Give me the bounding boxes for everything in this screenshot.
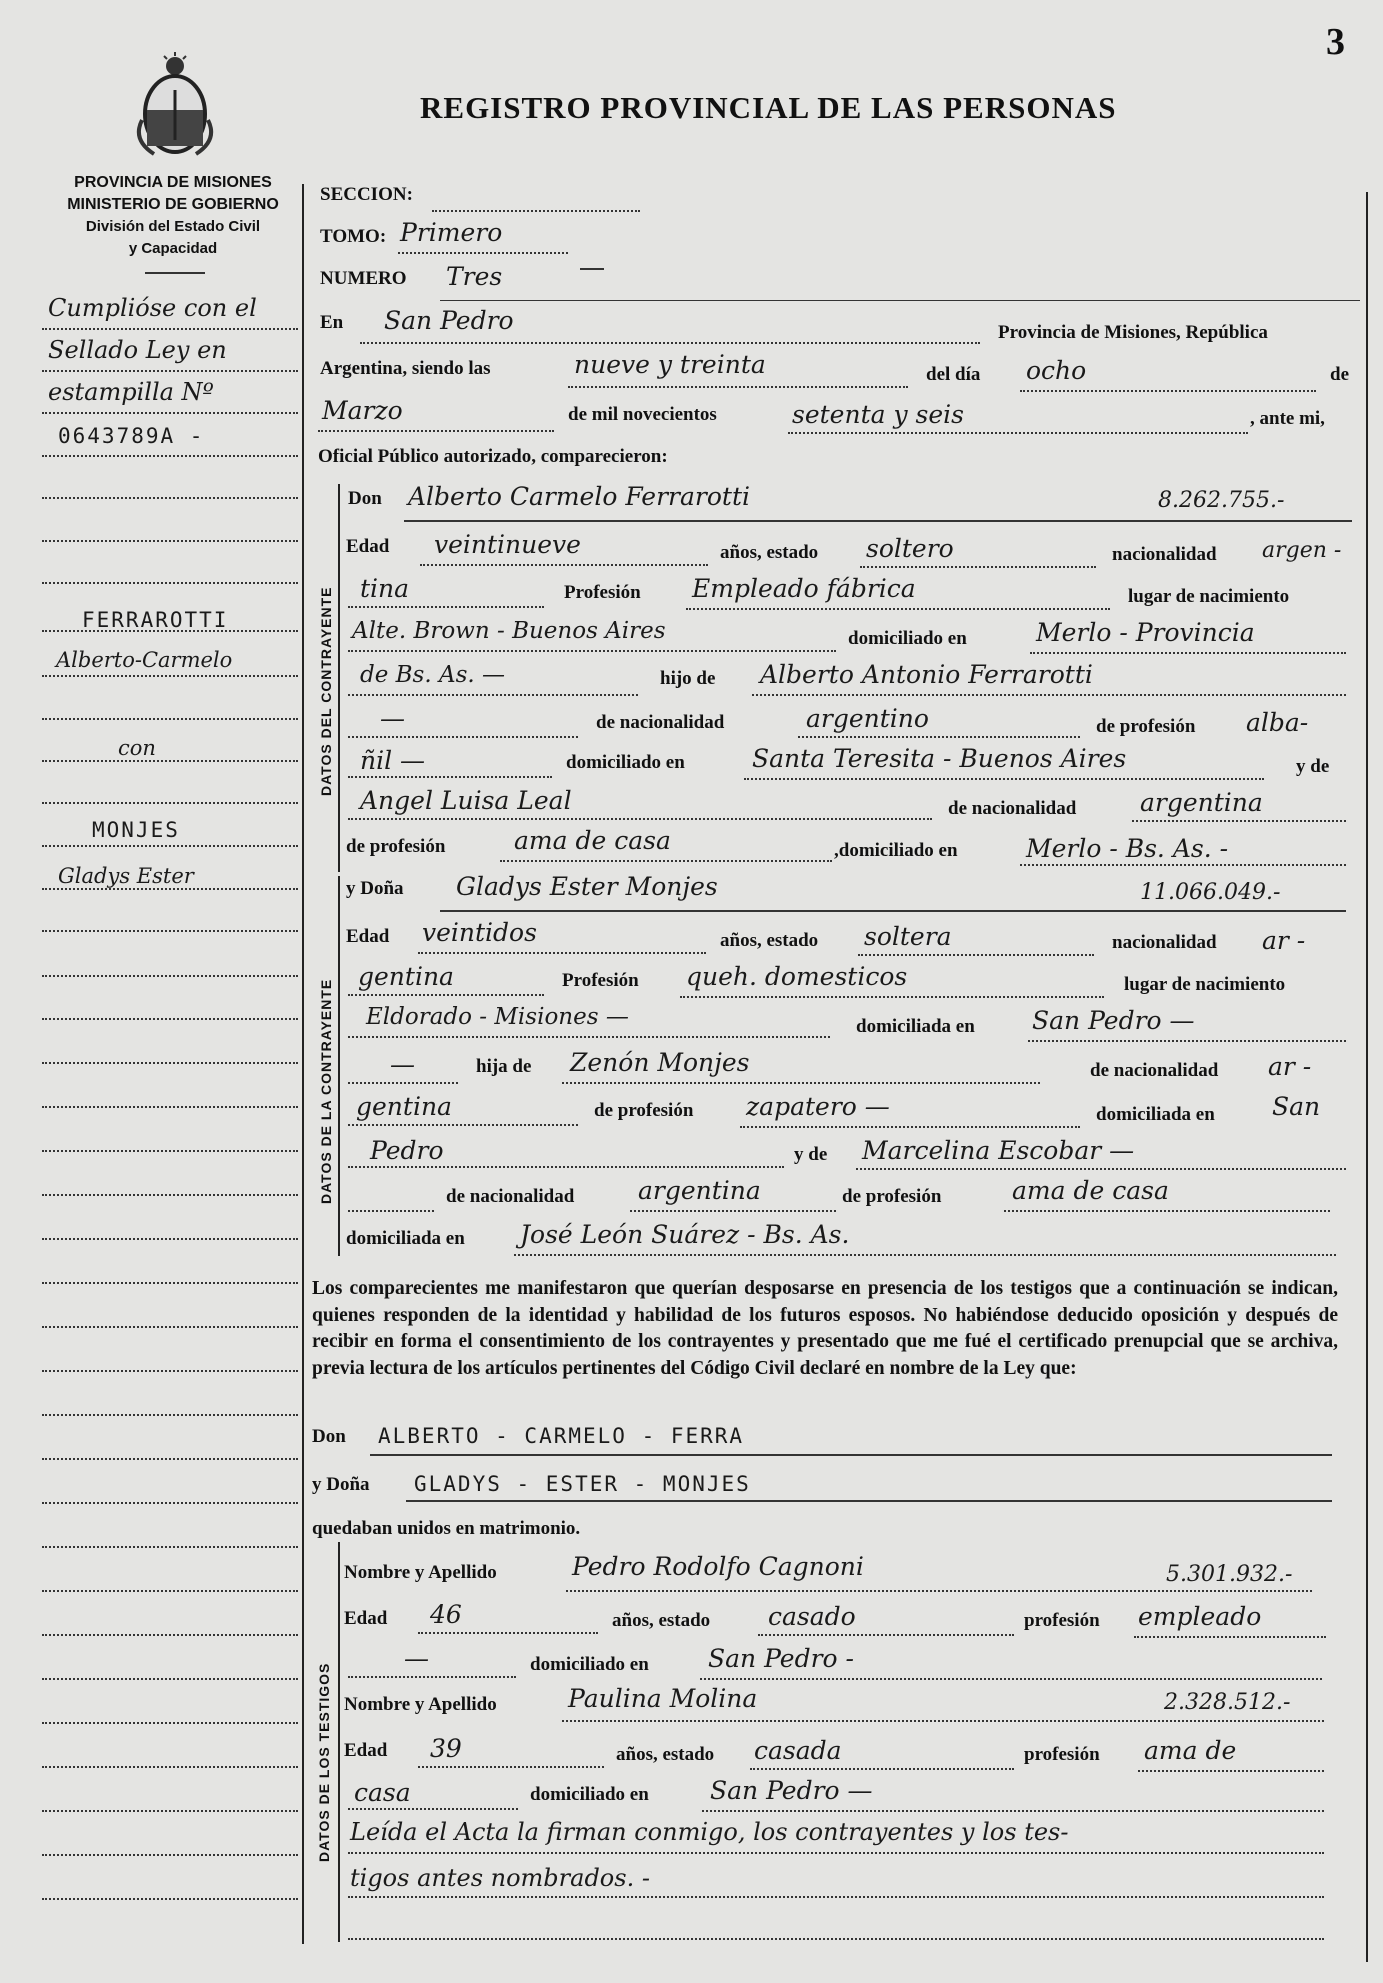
header-division: División del Estado Civil [85,218,261,235]
groom-nac-a: argen - [1262,538,1342,563]
groom-mother-dom-label: ,domiciliado en [834,840,958,861]
quedaban-text: quedaban unidos en matrimonio. [312,1518,581,1539]
numero-label: NUMERO [320,268,407,289]
bride-lugar-label: lugar de nacimiento [1124,974,1286,995]
groom-profesion: Empleado fábrica [692,574,916,603]
declaration-text: Los comparecientes me manifestaron que querían desposarse en presencia de los testigos que a continuación se indican, quienes responden de la identidad y habilidad de los futuros esposos. No habiéndose deducido oposición y después de recibir en forma el consentimiento de los contrayentes y presentado que me fué el certificado prenupcial que se archiva, previa lectura de los artículos pertinentes del Código Civil declaré en nombre de la Ley que: [312,1278,1338,1379]
mes-value: Marzo [322,396,403,425]
bride-father-dom-label: domiciliada en [1096,1104,1215,1125]
bride-mother-prof-label: de profesión [842,1186,942,1207]
bride-mother-dom-label: domiciliada en [346,1228,465,1249]
witness2-dom-label: domiciliado en [530,1784,649,1805]
closing-line3-rule [348,1938,1324,1940]
bride-name: Gladys Ester Monjes [456,872,718,901]
margin-note-line1: Cumplióse con el [48,294,257,322]
witness2-dom-line [702,1810,1324,1812]
hora-value: nueve y treinta [574,350,766,379]
witness1-dom-label: domiciliado en [530,1654,649,1675]
coat-of-arms-seal [134,50,216,162]
margin-names-groom: Alberto-Carmelo [56,648,233,672]
numero-value: Tres [446,262,503,291]
anio-value: setenta y seis [792,400,964,429]
groom-mother-prof: ama de casa [514,826,671,855]
groom-father-dom-line [744,778,1264,780]
groom-father-prof-b: ñil — [360,746,426,775]
tomo-line [398,252,568,254]
groom-y-de-label: y de [1296,756,1330,777]
groom-father-prof-a: alba- [1246,708,1309,737]
union-don: ALBERTO - CARMELO - FERRA [378,1424,745,1448]
groom-estado-line [860,566,1096,568]
groom-father-dash: — [380,704,405,733]
groom-mother-line [348,818,932,820]
groom-birthplace-line [348,650,836,652]
tomo-label: TOMO: [320,226,387,247]
groom-edad-line [420,564,708,566]
bride-father-nac-label: de nacionalidad [1090,1060,1219,1081]
groom-father-line [752,694,1346,696]
bride-edad-label: Edad [346,926,390,947]
groom-domicilio-a: Merlo - Provincia [1036,618,1255,647]
bride-profesion: queh. domesticos [686,962,908,991]
dia-line [1020,390,1316,392]
union-don-line [370,1454,1332,1456]
union-dona: GLADYS - ESTER - MONJES [414,1472,751,1496]
del-dia-label: del día [926,364,981,385]
bride-father-dom-b: Pedro [370,1136,444,1165]
margin-note-line3: estampilla Nº [48,378,214,406]
hora-line [568,386,908,388]
bride-edad-line [418,952,706,954]
margin-note-line4: 0643789A - [58,424,205,448]
groom-mother: Angel Luisa Leal [360,786,572,815]
groom-father-dom-label: domiciliado en [566,752,685,773]
groom-edad-label: Edad [346,536,390,557]
witness1-estado: casado [768,1602,856,1631]
groom-birthplace: Alte. Brown - Buenos Aires [352,618,666,644]
groom-document: 8.262.755.- [1158,488,1285,513]
bride-father-dom-a: San [1272,1092,1321,1121]
witness2-edad-label: Edad [344,1740,388,1761]
bride-nac-label: nacionalidad [1112,932,1217,953]
bride-section-border [338,876,340,1256]
bride-nac-line [348,994,544,996]
groom-dom-label: domiciliado en [848,628,967,649]
bride-father-nac-a: ar - [1268,1052,1312,1081]
groom-prof-label: Profesión [564,582,641,603]
witness1-prof-cont: — [404,1644,429,1673]
closing-line1-rule [348,1852,1324,1854]
closing-line2-rule [348,1896,1324,1898]
bride-mother-prof: ama de casa [1012,1176,1169,1205]
bride-mother-nac-line [630,1210,836,1212]
anio-line [788,432,1248,434]
union-dona-line [406,1500,1332,1502]
witness2-prof-cont: casa [354,1778,411,1807]
groom-lugar-label: lugar de nacimiento [1128,586,1290,607]
bride-birthplace-line [348,1036,830,1038]
bride-y-de-label: y de [794,1144,828,1165]
witness1-dom-line [700,1678,1322,1680]
ante-mi-label: , ante mi, [1250,408,1325,429]
groom-name: Alberto Carmelo Ferrarotti [408,482,750,511]
de-label: de [1330,364,1349,385]
closing-line2: tigos antes nombrados. - [350,1864,650,1892]
header-divider [145,272,205,274]
witness2-edad-line [418,1766,604,1768]
hija-label: hija de [476,1056,532,1077]
bride-father-dash-line [348,1082,458,1084]
margin-surname-bride: MONJES [92,818,180,842]
bride-estado-label: años, estado [720,930,819,951]
bride-mother-blank-line [348,1210,434,1212]
witness2-prof-label: profesión [1024,1744,1100,1765]
witness2-document: 2.328.512.- [1164,1690,1291,1715]
bride-mother: Marcelina Escobar — [862,1136,1135,1165]
bride-father-dash: — [390,1050,415,1079]
groom-mother-nac: argentina [1140,788,1263,817]
provincia-label: Provincia de Misiones, República [998,322,1268,343]
witness1-estado-label: años, estado [612,1610,711,1631]
numero-dash [580,268,604,270]
witness2-edad: 39 [430,1734,462,1763]
margin-note-line2: Sellado Ley en [48,336,227,364]
groom-estado-label: años, estado [720,542,819,563]
witness2-prof-line [1138,1770,1324,1772]
witness1-name-line [566,1590,1312,1592]
bride-prof-label: Profesión [562,970,639,991]
office-header [40,172,306,260]
bride-dom-line [1028,1040,1346,1042]
groom-father-prof-line [348,776,552,778]
bride-father-nac-line [348,1124,578,1126]
witness1-profesion: empleado [1138,1602,1262,1631]
closing-line1: Leída el Acta la firman conmigo, los contrayentes y los tes- [350,1818,1069,1846]
groom-father-nac-label: de nacionalidad [596,712,725,733]
groom-name-line [404,520,1352,522]
en-line [360,342,980,344]
witness1-estado-line [758,1634,1014,1636]
witness2-prof-cont-line [348,1808,518,1810]
groom-dom-line [1030,652,1346,654]
bride-estado-line [858,954,1094,956]
header-capacity: y Capacidad [128,240,218,257]
oficial-label: Oficial Público autorizado, comparecieron: [318,446,668,467]
bride-father-nac-b: gentina [356,1092,452,1121]
groom-dom-b-line [348,694,638,696]
numero-line [440,300,1360,301]
bride-prof-line [680,996,1104,998]
groom-father: Alberto Antonio Ferrarotti [760,660,1093,689]
groom-mother-dom: Merlo - Bs. As. - [1026,834,1229,863]
dona-label: y Doña [346,878,404,899]
bride-father-dom-line [348,1166,784,1168]
witness2-domicilio: San Pedro — [710,1776,873,1805]
groom-mother-prof-line [500,860,832,862]
witness1-name: Pedro Rodolfo Cagnoni [572,1552,864,1581]
groom-father-dom: Santa Teresita - Buenos Aires [752,744,1127,773]
witness2-estado-line [750,1768,1014,1770]
bride-section-label: DATOS DE LA CONTRAYENTE [318,978,334,1204]
bride-nac-a: ar - [1262,926,1306,955]
union-dona-label: y Doña [312,1474,370,1495]
witness1-prof-cont-line [348,1676,516,1678]
bride-document: 11.066.049.- [1140,880,1281,905]
groom-prof-line [686,608,1110,610]
bride-father-prof: zapatero — [746,1092,890,1121]
witness2-nombre-label: Nombre y Apellido [344,1694,497,1715]
de-mil-label: de mil novecientos [568,404,717,425]
groom-nac-line [348,606,544,608]
hijo-label: hijo de [660,668,716,689]
seccion-line [432,210,640,212]
groom-father-nac: argentino [806,704,929,733]
groom-estado: soltero [866,534,954,563]
groom-father-prof-label: de profesión [1096,716,1196,737]
witness2-profesion: ama de [1144,1736,1237,1765]
bride-mother-line [856,1168,1346,1170]
bride-estado: soltera [864,922,952,951]
witness1-nombre-label: Nombre y Apellido [344,1562,497,1583]
dia-value: ocho [1026,356,1087,385]
witness1-prof-label: profesión [1024,1610,1100,1631]
bride-birthplace: Eldorado - Misiones — [366,1004,629,1030]
groom-section-label: DATOS DEL CONTRAYENTE [318,586,334,796]
don-label: Don [348,488,382,509]
witnesses-section-border [338,1542,340,1942]
bride-dom-label: domiciliada en [856,1016,975,1037]
witness2-name-line [562,1720,1324,1722]
bride-father-prof-line [740,1126,1080,1128]
margin-surname-groom: FERRAROTTI [82,608,229,632]
groom-father-dash-line [348,736,578,738]
witnesses-section-label: DATOS DE LOS TESTIGOS [316,1662,332,1862]
mes-line [318,430,554,432]
groom-mother-prof-label: de profesión [346,836,446,857]
witness1-edad: 46 [430,1600,462,1629]
groom-nac-label: nacionalidad [1112,544,1217,565]
header-ministry: MINISTERIO DE GOBIERNO [67,196,279,213]
page-title: REGISTRO PROVINCIAL DE LAS PERSONAS [420,90,1117,125]
witness2-name: Paulina Molina [568,1684,758,1713]
bride-nac-b: gentina [358,962,454,991]
bride-name-line [440,910,1346,912]
bride-domicilio: San Pedro — [1032,1006,1195,1035]
groom-section-border [338,484,340,872]
bride-mother-dom-line [514,1254,1336,1256]
bride-mother-nac-label: de nacionalidad [446,1186,575,1207]
witness1-document: 5.301.932.- [1166,1562,1293,1587]
bride-father-line [562,1082,1040,1084]
groom-mother-nac-label: de nacionalidad [948,798,1077,819]
bride-mother-nac: argentina [638,1176,761,1205]
bride-mother-prof-line [1004,1210,1330,1212]
page-number: 3 [1326,21,1345,63]
union-don-label: Don [312,1426,346,1447]
groom-nac-b: tina [360,574,410,603]
header-province: PROVINCIA DE MISIONES [74,174,272,191]
bride-father: Zenón Monjes [570,1048,750,1077]
margin-border [302,184,304,1944]
witness1-domicilio: San Pedro - [708,1644,854,1673]
groom-mother-dom-line [1020,864,1346,866]
en-label: En [320,312,344,333]
lugar-acta: San Pedro [384,306,514,335]
witness2-estado: casada [754,1736,842,1765]
witness1-edad-label: Edad [344,1608,388,1629]
groom-mother-nac-line [1132,820,1346,822]
witness1-prof-line [1134,1636,1326,1638]
witness1-edad-line [418,1632,598,1634]
argentina-label: Argentina, siendo las [320,358,491,379]
tomo-value: Primero [400,218,503,247]
bride-mother-dom: José León Suárez - Bs. As. [520,1220,850,1249]
groom-domicilio-b: de Bs. As. — [360,662,506,688]
margin-names-bride: Gladys Ester [58,864,194,888]
groom-edad: veintinueve [434,530,581,559]
right-border [1366,192,1368,1962]
groom-father-nac-line [798,736,1080,738]
margin-con: con [118,736,156,760]
seccion-label: SECCION: [320,184,413,205]
bride-edad: veintidos [422,918,537,947]
witness2-estado-label: años, estado [616,1744,715,1765]
bride-father-prof-label: de profesión [594,1100,694,1121]
